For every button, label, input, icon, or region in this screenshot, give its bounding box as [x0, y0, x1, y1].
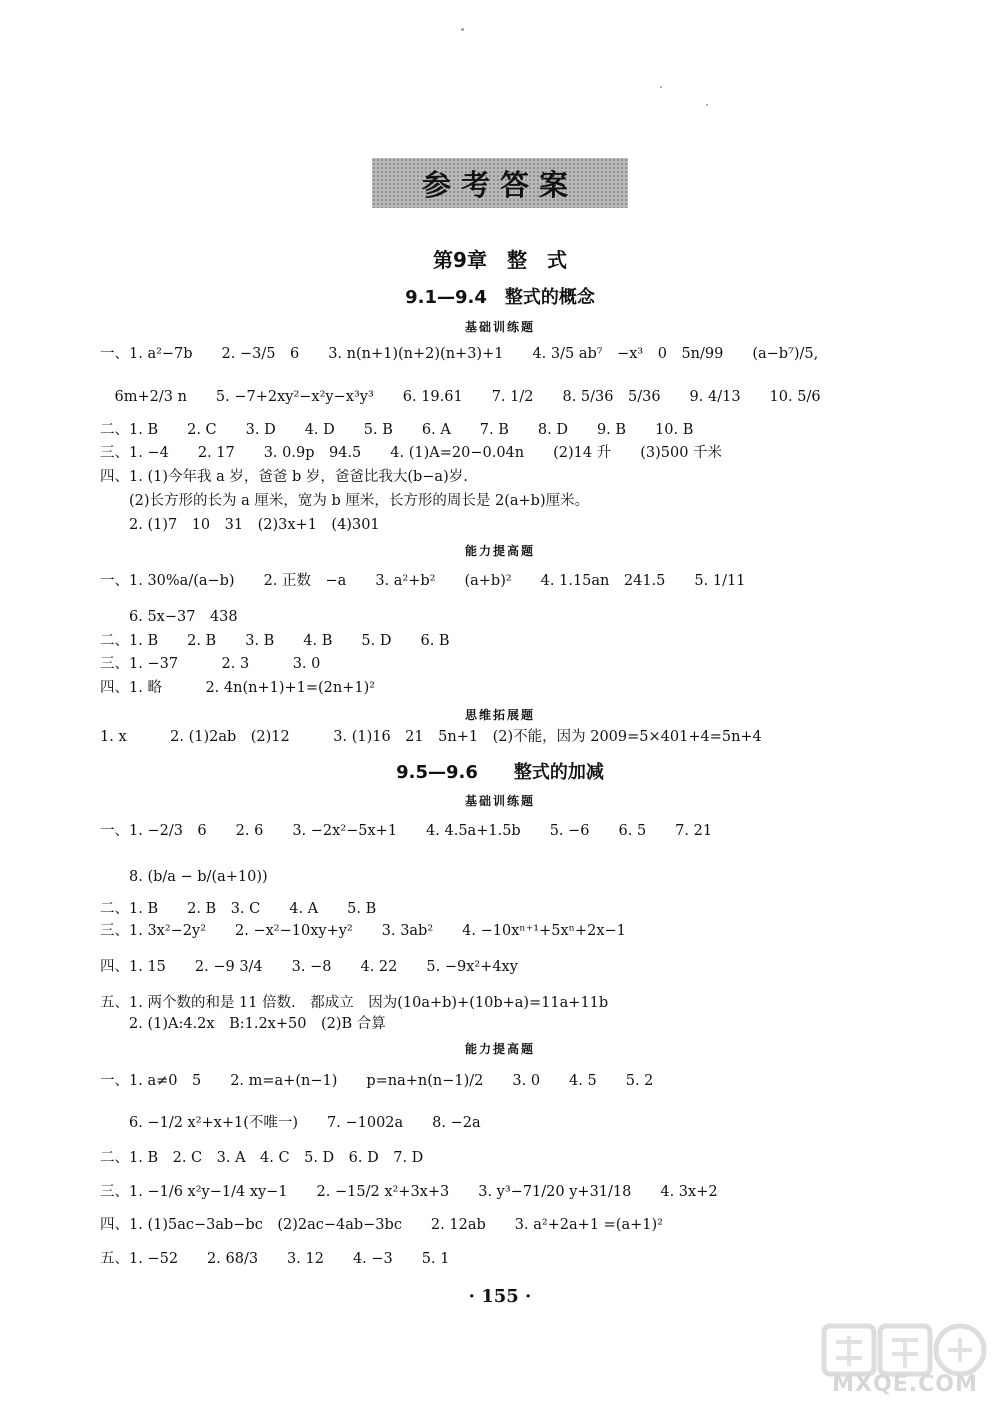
answer-line: 6. −1/2 x²+x+1(不唯一) 7. −1002a 8. −2a: [100, 1115, 481, 1131]
answer-line: 二、1. B 2. C 3. D 4. D 5. B 6. A 7. B 8. D 9. B 10. B: [100, 422, 694, 438]
subheading-ability-1: 能力提高题: [464, 544, 535, 558]
answer-line: 三、1. −1/6 x²y−1/4 xy−1 2. −15/2 x²+3x+3 3. y³−71/20 y+31/18 4. 3x+2: [100, 1184, 718, 1200]
answer-line: 四、1. 15 2. −9 3/4 3. −8 4. 22 5. −9x²+4xy: [100, 959, 518, 975]
answer-line: 二、1. B 2. B 3. B 4. B 5. D 6. B: [100, 633, 450, 649]
answer-line: 2. (1)7 10 31 (2)3x+1 (4)301: [100, 517, 380, 533]
answer-line: (2)长方形的长为 a 厘米，宽为 b 厘米，长方形的周长是 2(a+b)厘米。: [100, 493, 590, 509]
answer-line: 二、1. B 2. C 3. A 4. C 5. D 6. D 7. D: [100, 1150, 424, 1166]
scan-speck: [461, 28, 464, 31]
answer-line: 四、1. (1)今年我 a 岁，爸爸 b 岁，爸爸比我大(b−a)岁.: [100, 469, 468, 485]
answer-line: 四、1. 略 2. 4n(n+1)+1=(2n+1)²: [100, 680, 376, 696]
answer-line: 一、1. a²−7b 2. −3/5 6 3. n(n+1)(n+2)(n+3)+1 4. 3/5 ab⁷ −x³ 0 5n/99 (a−b⁷)/5,: [100, 346, 819, 362]
answer-line: 一、1. −2/3 6 2. 6 3. −2x²−5x+1 4. 4.5a+1.5b 5. −6 6. 5 7. 21: [100, 823, 713, 839]
subheading-ability-2: 能力提高题: [464, 1042, 535, 1056]
subheading-basic-2: 基础训练题: [464, 794, 535, 808]
answer-line: 五、1. 两个数的和是 11 倍数. 都成立 因为(10a+b)+(10b+a)=11a+11b: [100, 995, 609, 1011]
chapter-heading: 第9章 整 式: [433, 248, 567, 272]
answer-line: 6m+2/3 n 5. −7+2xy²−x²y−x³y³ 6. 19.61 7. 1/2 8. 5/36 5/36 9. 4/13 10. 5/6: [100, 389, 821, 405]
answer-line: 三、1. 3x²−2y² 2. −x²−10xy+y² 3. 3ab² 4. −10xⁿ⁺¹+5xⁿ+2x−1: [100, 923, 626, 939]
page-number: · 155 ·: [468, 1286, 532, 1307]
scan-speck: [706, 104, 708, 106]
answer-line: 6. 5x−37 438: [100, 609, 238, 625]
subheading-thinking-1: 思维拓展题: [464, 708, 535, 722]
section-heading-2: 9.5—9.6 整式的加减: [396, 762, 604, 783]
answer-line: 五、1. −52 2. 68/3 3. 12 4. −3 5. 1: [100, 1251, 450, 1267]
answer-line: 三、1. −4 2. 17 3. 0.9p 94.5 4. (1)A=20−0.04n (2)14 升 (3)500 千米: [100, 445, 723, 461]
answer-line: 8. (b/a − b/(a+10)): [100, 869, 268, 885]
answer-line: 一、1. 30%a/(a−b) 2. 正数 −a 3. a²+b² (a+b)² 4. 1.15an 241.5 5. 1/11: [100, 573, 746, 589]
watermark-text: MXQE.COM: [832, 1372, 978, 1397]
subheading-basic-1: 基础训练题: [464, 320, 535, 334]
section-heading-1: 9.1—9.4 整式的概念: [405, 287, 595, 308]
answer-title: 参考答案: [421, 167, 578, 202]
answer-line: 一、1. a≠0 5 2. m=a+(n−1) p=na+n(n−1)/2 3. 0 4. 5 5. 2: [100, 1073, 654, 1089]
answer-line: 2. (1)A:4.2x B:1.2x+50 (2)B 合算: [100, 1016, 386, 1032]
answer-line: 三、1. −37 2. 3 3. 0: [100, 656, 321, 672]
answer-line: 二、1. B 2. B 3. C 4. A 5. B: [100, 901, 377, 917]
answer-line: 1. x 2. (1)2ab (2)12 3. (1)16 21 5n+1 (2)不能，因为 2009=5×401+4=5n+4: [100, 729, 762, 745]
scan-speck: [660, 86, 662, 88]
answer-title-box: [372, 158, 628, 208]
answer-line: 四、1. (1)5ac−3ab−bc (2)2ac−4ab−3bc 2. 12ab 3. a²+2a+1 =(a+1)²: [100, 1217, 663, 1233]
